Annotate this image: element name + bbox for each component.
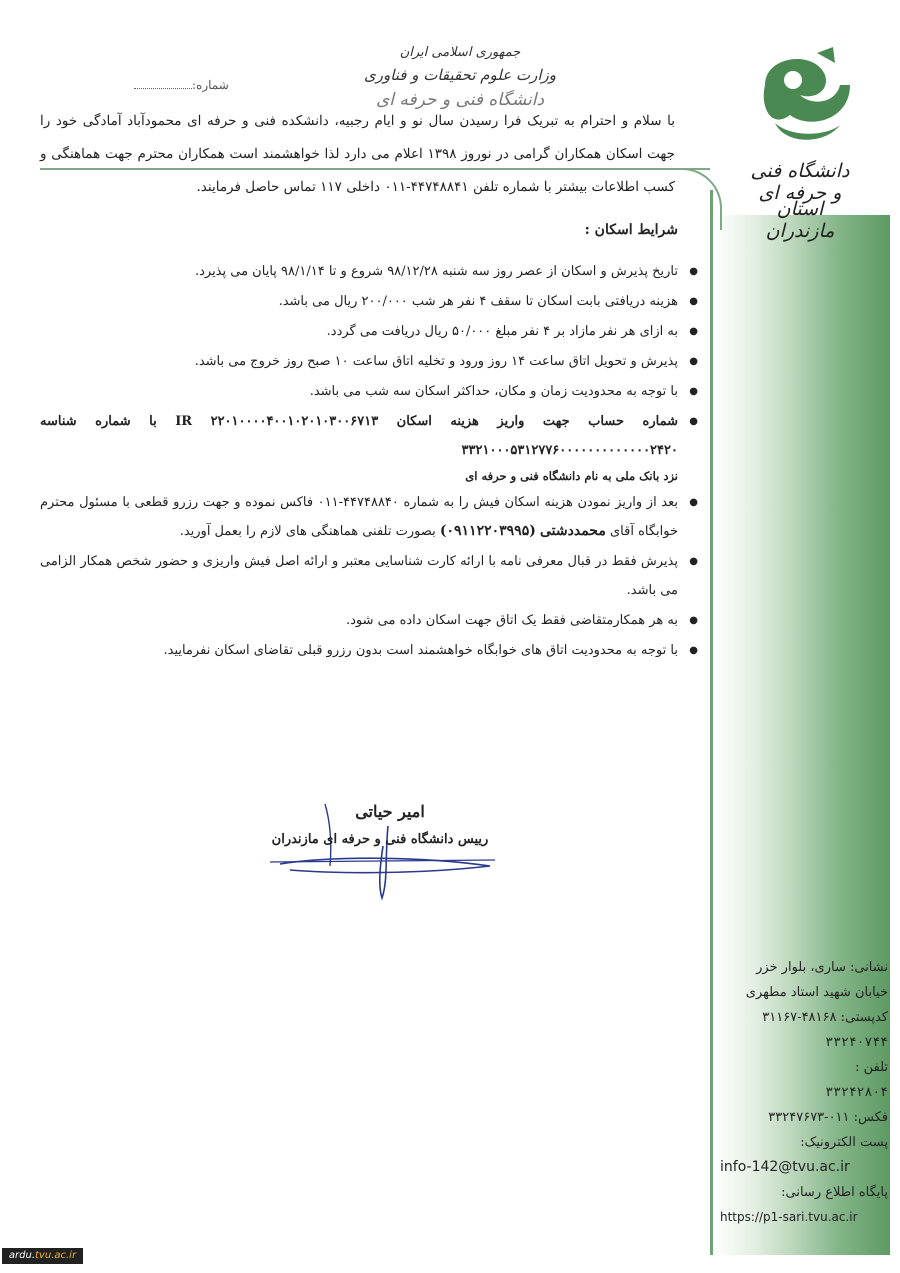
government-header [360,45,560,110]
gov-line-university: دانشگاه فنی و حرفه ای [375,90,545,110]
list-item-tail: بصورت تلفنی هماهنگی های لازم را بعمل آورید. [179,524,436,539]
postal-code: کدپستی: ۴۸۱۶۸-۳۱۱۶۷ [762,1010,888,1025]
list-item [40,547,700,605]
list-item [40,287,700,316]
university-logo-icon [755,45,855,155]
signatory-title: رییس دانشگاه فنی و حرفه ای مازندران [271,832,489,847]
list-item-text: هزینه دریافتی بابت اسکان تا سقف ۴ نفر هر شب ۲۰۰/۰۰۰ ریال می باشد. [278,294,678,309]
email-label: پست الکترونیک: [800,1135,888,1150]
badge-prefix: ardu. [8,1250,36,1261]
phone-number-1: ۳۳۲۴۰۷۴۴ [825,1035,888,1050]
phone-label: تلفن : [855,1060,888,1075]
list-item-text: به ازای هر نفر مازاد بر ۴ نفر مبلغ ۵۰/۰۰۰ ریال دریافت می گردد. [326,324,678,339]
dorm-contact-phone: (۰۹۱۱۲۲۰۳۹۹۵) [439,523,536,539]
list-item [40,636,700,665]
conditions-heading: شرایط اسکان : [584,222,678,238]
list-item [40,377,700,406]
phone-number-2: ۳۳۲۴۲۸۰۴ [825,1085,888,1100]
list-item [40,488,700,546]
list-item [40,257,700,286]
list-item-text: با توجه به محدودیت اتاق های خوابگاه خواهشمند است بدون رزرو قبلی تقاضای اسکان نفرمایید. [163,643,678,658]
list-item-text: با توجه به محدودیت زمان و مکان، حداکثر اسکان سه شب می باشد. [309,384,678,399]
gov-line-ministry: وزارت علوم تحقیقات و فناوری [363,66,557,84]
portal-label: پایگاه اطلاع رسانی: [781,1185,888,1200]
list-item-text: به هر همکارمتقاضی فقط یک اتاق جهت اسکان داده می شود. [345,613,678,628]
logo-caption-province: استان مازندران [765,198,835,242]
intro-paragraph: با سلام و احترام به تبریک فرا رسیدن سال نو و ایام رجبیه، دانشکده فنی و حرفه ای محمودآباد آمادگی خود را جهت اسکان همکاران گرامی در نوروز ۱۳۹۸ اعلام می دارد لذا خواهشمند است همکاران محترم جهت هماهنگی و کسب اطلاعات بیشتر با شماره تلفن ۴۴۷۴۸۸۴۱-۰۱۱ داخلی ۱۱۷ تماس حاصل فرمایند. [40,113,675,195]
list-item [40,317,700,346]
conditions-list [40,257,700,666]
decorative-green-edge [710,190,713,1255]
list-item-text: پذیرش و تحویل اتاق ساعت ۱۴ روز ورود و تخلیه اتاق ساعت ۱۰ صبح روز خروج می باشد. [194,354,678,369]
address-line: نشانی: ساری، بلوار خزر [756,960,888,975]
letter-number-blank [134,88,192,89]
list-item [40,347,700,376]
letter-number-field [130,78,229,92]
contact-panel [720,955,888,1230]
badge-domain: tvu.ac.ir [35,1250,77,1261]
address-street: خیابان شهید استاد مطهری [745,985,888,1000]
email-address[interactable]: info-142@tvu.ac.ir [720,1159,850,1175]
signatory-name: امیر حیاتی [355,802,425,821]
dorm-contact-name: محمددشتی [539,523,606,539]
list-item-text: شماره حساب جهت واریز هزینه اسکان IR ۲۲۰۱۰۰۰۰۴۰۰۱۰۲۰۱۰۳۰۰۶۷۱۳ با شماره شناسه ۳۳۲۱۰۰۰۵۳۱۲۷۷۶۰۰۰۰۰۰۰۰۰۰۰۰۰۲۴۲۰ [40,414,678,458]
letter-number-label: شماره: [192,78,229,92]
source-watermark-badge [2,1248,83,1264]
bank-note: نزد بانک ملی به نام دانشگاه فنی و حرفه ای [465,469,678,483]
list-item-text: بعد از واریز نمودن هزینه اسکان فیش را به شماره ۴۴۷۴۸۸۴۰-۰۱۱ فاکس نموده و جهت رزرو قطعی با مسئول محترم خوابگاه آقای [40,495,678,539]
gov-line-republic: جمهوری اسلامی ایران [399,45,521,60]
list-item [40,407,700,487]
logo-caption-university: دانشگاه فنی و حرفه ای [750,160,850,204]
list-item-text: تاریخ پذیرش و اسکان از عصر روز سه شنبه ۹۸/۱۲/۲۸ شروع و تا ۹۸/۱/۱۴ پایان می پذیرد. [194,264,678,279]
fax-number: فکس: ۰۱۱-۳۳۲۴۷۶۷۳ [768,1110,888,1125]
portal-url[interactable]: https://p1-sari.tvu.ac.ir [720,1210,858,1224]
list-item [40,606,700,635]
list-item-text: پذیرش فقط در قبال معرفی نامه با ارائه کارت شناسایی معتبر و ارائه اصل فیش واریزی و حضور شخص همکار الزامی می باشد. [40,554,678,598]
